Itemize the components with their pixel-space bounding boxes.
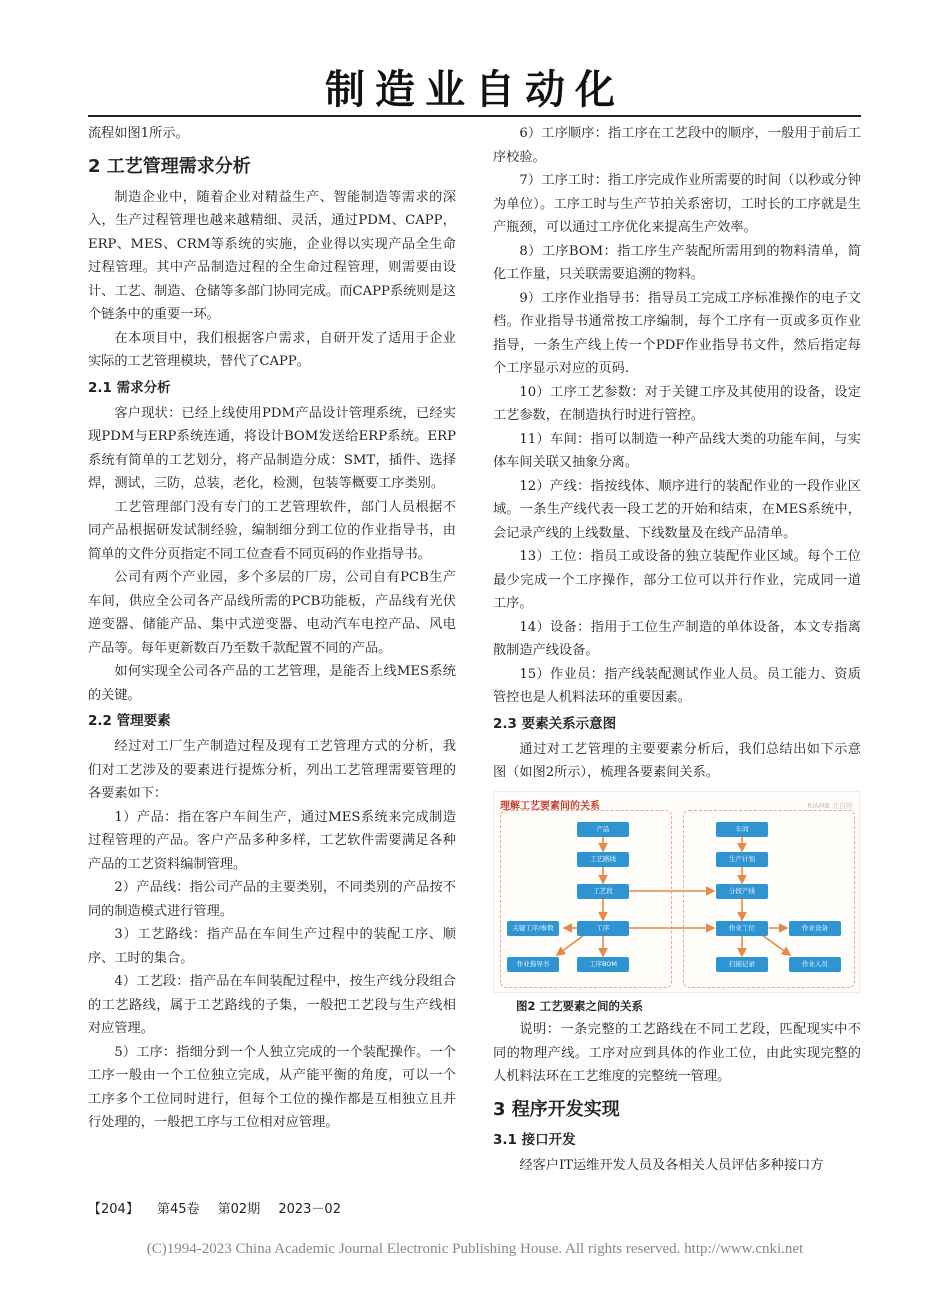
paragraph: 通过对工艺管理的主要要素分析后，我们总结出如下示意图（如图2所示），梳理各要素间关系。 [493, 741, 861, 780]
node-operator: 作业人员 [789, 957, 841, 972]
right-column [493, 122, 861, 1177]
figure-title: 理解工艺要素间的关系 [500, 800, 600, 812]
paragraph: 如何实现全公司各产品的工艺管理，是能否上线MES系统的关键。 [88, 664, 456, 703]
node-guide: 作业指导书 [507, 957, 559, 972]
paragraph: 工艺管理部门没有专门的工艺管理软件，部门人员根据不同产品根据研发试制经验，编制细分到工位的作业指导书，由简单的文件分页指定不同工位查看不同页码的作业指导书。 [88, 499, 456, 562]
node-product: 产品 [577, 822, 629, 837]
node-bom: 工序BOM [577, 957, 629, 972]
list-item: 9）工序作业指导书：指导员工完成工序标准操作的电子文档。作业指导书通常按工序编制，每个工序有一页或多页作业指导，一条生产线上传一个PDF作业指导书文件，然后指定每个工序显示对应的页码. [493, 290, 861, 376]
list-item: 15）作业员：指产线装配测试作业人员。员工能力、资质管控也是人机料法环的重要因素。 [493, 666, 861, 705]
node-route: 工艺路线 [577, 852, 629, 867]
header-rule [88, 115, 861, 117]
figure-2-diagram [493, 791, 860, 993]
node-line: 分段产线 [716, 884, 768, 899]
paragraph: 经过对工厂生产制造过程及现有工艺管理方式的分析，我们对工艺涉及的要素进行提炼分析，列出工艺管理需要管理的各要素如下： [88, 739, 456, 801]
list-item: 4）工艺段：指产品在车间装配过程中，按生产线分段组合的工艺路线，属于工艺路线的子集，一般把工艺段与生产线相对应管理。 [88, 974, 456, 1036]
subsection-heading-2-1: 2.1 需求分析 [88, 379, 171, 396]
figure-caption: 图2 工艺要素之间的关系 [516, 998, 644, 1013]
copyright-notice: (C)1994-2023 China Academic Journal Electronic Publishing House. All rights reserved. http://www.cnki.net [146, 1241, 804, 1257]
page-number: 【204】 [88, 1202, 139, 1217]
paragraph: 制造企业中，随着企业对精益生产、智能制造等需求的深入，生产过程管理也越来越精细、灵活，通过PDM、CAPP，ERP、MES、CRM等系统的实施，企业得以实现产品全生命过程管理。其中产品制造过程的全生命过程管理，则需要由设计、工艺、制造、仓储等多部门协同完成。而CAPP系统则是这个链条中的重要一环。 [88, 189, 456, 322]
list-item: 14）设备：指用于工位生产制造的单体设备，本文专指离散制造产线设备。 [493, 619, 861, 658]
node-plan: 生产计划 [716, 852, 768, 867]
issue: 第02期 [217, 1202, 261, 1217]
paragraph: 经客户IT运维开发人员及各相关人员评估多种接口方 [519, 1157, 824, 1173]
list-item: 10）工序工艺参数：对于关键工序及其使用的设备，设定工艺参数，在制造执行时进行管控。 [493, 384, 861, 423]
list-item: 13）工位：指员工或设备的独立装配作业区域。每个工位最少完成一个工序操作，部分工位可以并行作业，完成同一道工序。 [493, 549, 861, 611]
node-key-params: 关键工序/参数 [507, 921, 559, 936]
list-item: 12）产线：指按线体、顺序进行的装配作业的一段作业区域。一条生产线代表一段工艺的开始和结束，在MES系统中，会记录产线的上线数量、下线数量及在线产品清单。 [493, 478, 861, 541]
paragraph: 流程如图1所示。 [88, 126, 189, 141]
list-item: 3）工艺路线：指产品在车间生产过程中的装配工序、顺序、工时的集合。 [88, 927, 456, 966]
node-segment: 工艺段 [577, 884, 629, 899]
paragraph: 公司有两个产业园，多个多层的厂房，公司自有PCB生产车间，供应全公司各产品线所需的PCB功能板，产品线有光伏逆变器、储能产品、集中式逆变器、电动汽车电控产品、风电产品等。每年更新数百乃至数千款配置不同的产品。 [88, 570, 456, 656]
list-item: 5）工序：指细分到一个人独立完成的一个装配操作。一个工序一般由一个工位独立完成，从产能平衡的角度，可以一个工序多个工位同时进行，但每个工位的操作都是互相独立且并行处理的，一般把工序与工位相对应管理。 [88, 1044, 456, 1130]
paragraph: 客户现状：已经上线使用PDM产品设计管理系统，已经实现PDM与ERP系统连通，将设计BOM发送给ERP系统。ERP系统有简单的工艺划分，将产品制造分成：SMT，插件、选择焊，测试，三防，总装，老化，检测，包装等概要工序类别。 [88, 405, 456, 491]
list-item: 2）产品线：指公司产品的主要类别，不同类别的产品按不同的制造模式进行管理。 [88, 880, 456, 919]
list-item: 1）产品：指在客户车间生产，通过MES系统来完成制造过程管理的产品。客户产品多种多样，工艺软件需要满足各种产品的工艺资料编制管理。 [88, 809, 456, 872]
subsection-heading-2-3: 2.3 要素关系示意图 [493, 715, 617, 732]
arrow-station-operator [762, 935, 790, 955]
subsection-heading-2-2: 2.2 管理要素 [88, 713, 171, 729]
paragraph: 在本项目中，我们根据客户需求，自研开发了适用于企业实际的工艺管理模块，替代了CAPP。 [88, 330, 456, 369]
page-footer [88, 1198, 355, 1217]
figure-logo: RIAMB 北自所 [807, 801, 853, 810]
list-item: 11）车间：指可以制造一种产品线大类的功能车间，与实体车间关联又抽象分离。 [493, 431, 861, 470]
node-scan: 扫描记录 [716, 957, 768, 972]
section-heading-3: 3 程序开发实现 [493, 1098, 620, 1120]
date: 2023－02 [278, 1202, 341, 1217]
left-column [88, 122, 456, 1135]
subsection-heading-3-1: 3.1 接口开发 [493, 1131, 576, 1148]
arrow-process-guide [557, 935, 584, 955]
journal-masthead: 制造业自动化 [325, 66, 625, 113]
list-item: 7）工序工时：指工序完成作业所需要的时间（以秒或分钟为单位）。工序工时与生产节拍关系密切，工时长的工序就是生产瓶颈，可以通过工序优化来提高生产效率。 [493, 173, 861, 235]
node-process: 工序 [577, 921, 629, 936]
node-workshop: 车间 [716, 822, 768, 837]
section-heading-2: 2 工艺管理需求分析 [88, 155, 251, 177]
node-equipment: 作业设备 [789, 921, 841, 936]
paragraph: 说明：一条完整的工艺路线在不同工艺段，匹配现实中不同的物理产线。工序对应到具体的作业工位，由此实现完整的人机料法环在工艺维度的完整统一管理。 [493, 1022, 861, 1084]
volume: 第45卷 [156, 1202, 200, 1217]
list-item: 6）工序顺序：指工序在工艺段中的顺序，一般用于前后工序校验。 [493, 126, 861, 165]
list-item: 8）工序BOM：指工序生产装配所需用到的物料清单，简化工作量，只关联需要追溯的物料。 [493, 243, 861, 282]
node-station: 作业工位 [716, 921, 768, 936]
